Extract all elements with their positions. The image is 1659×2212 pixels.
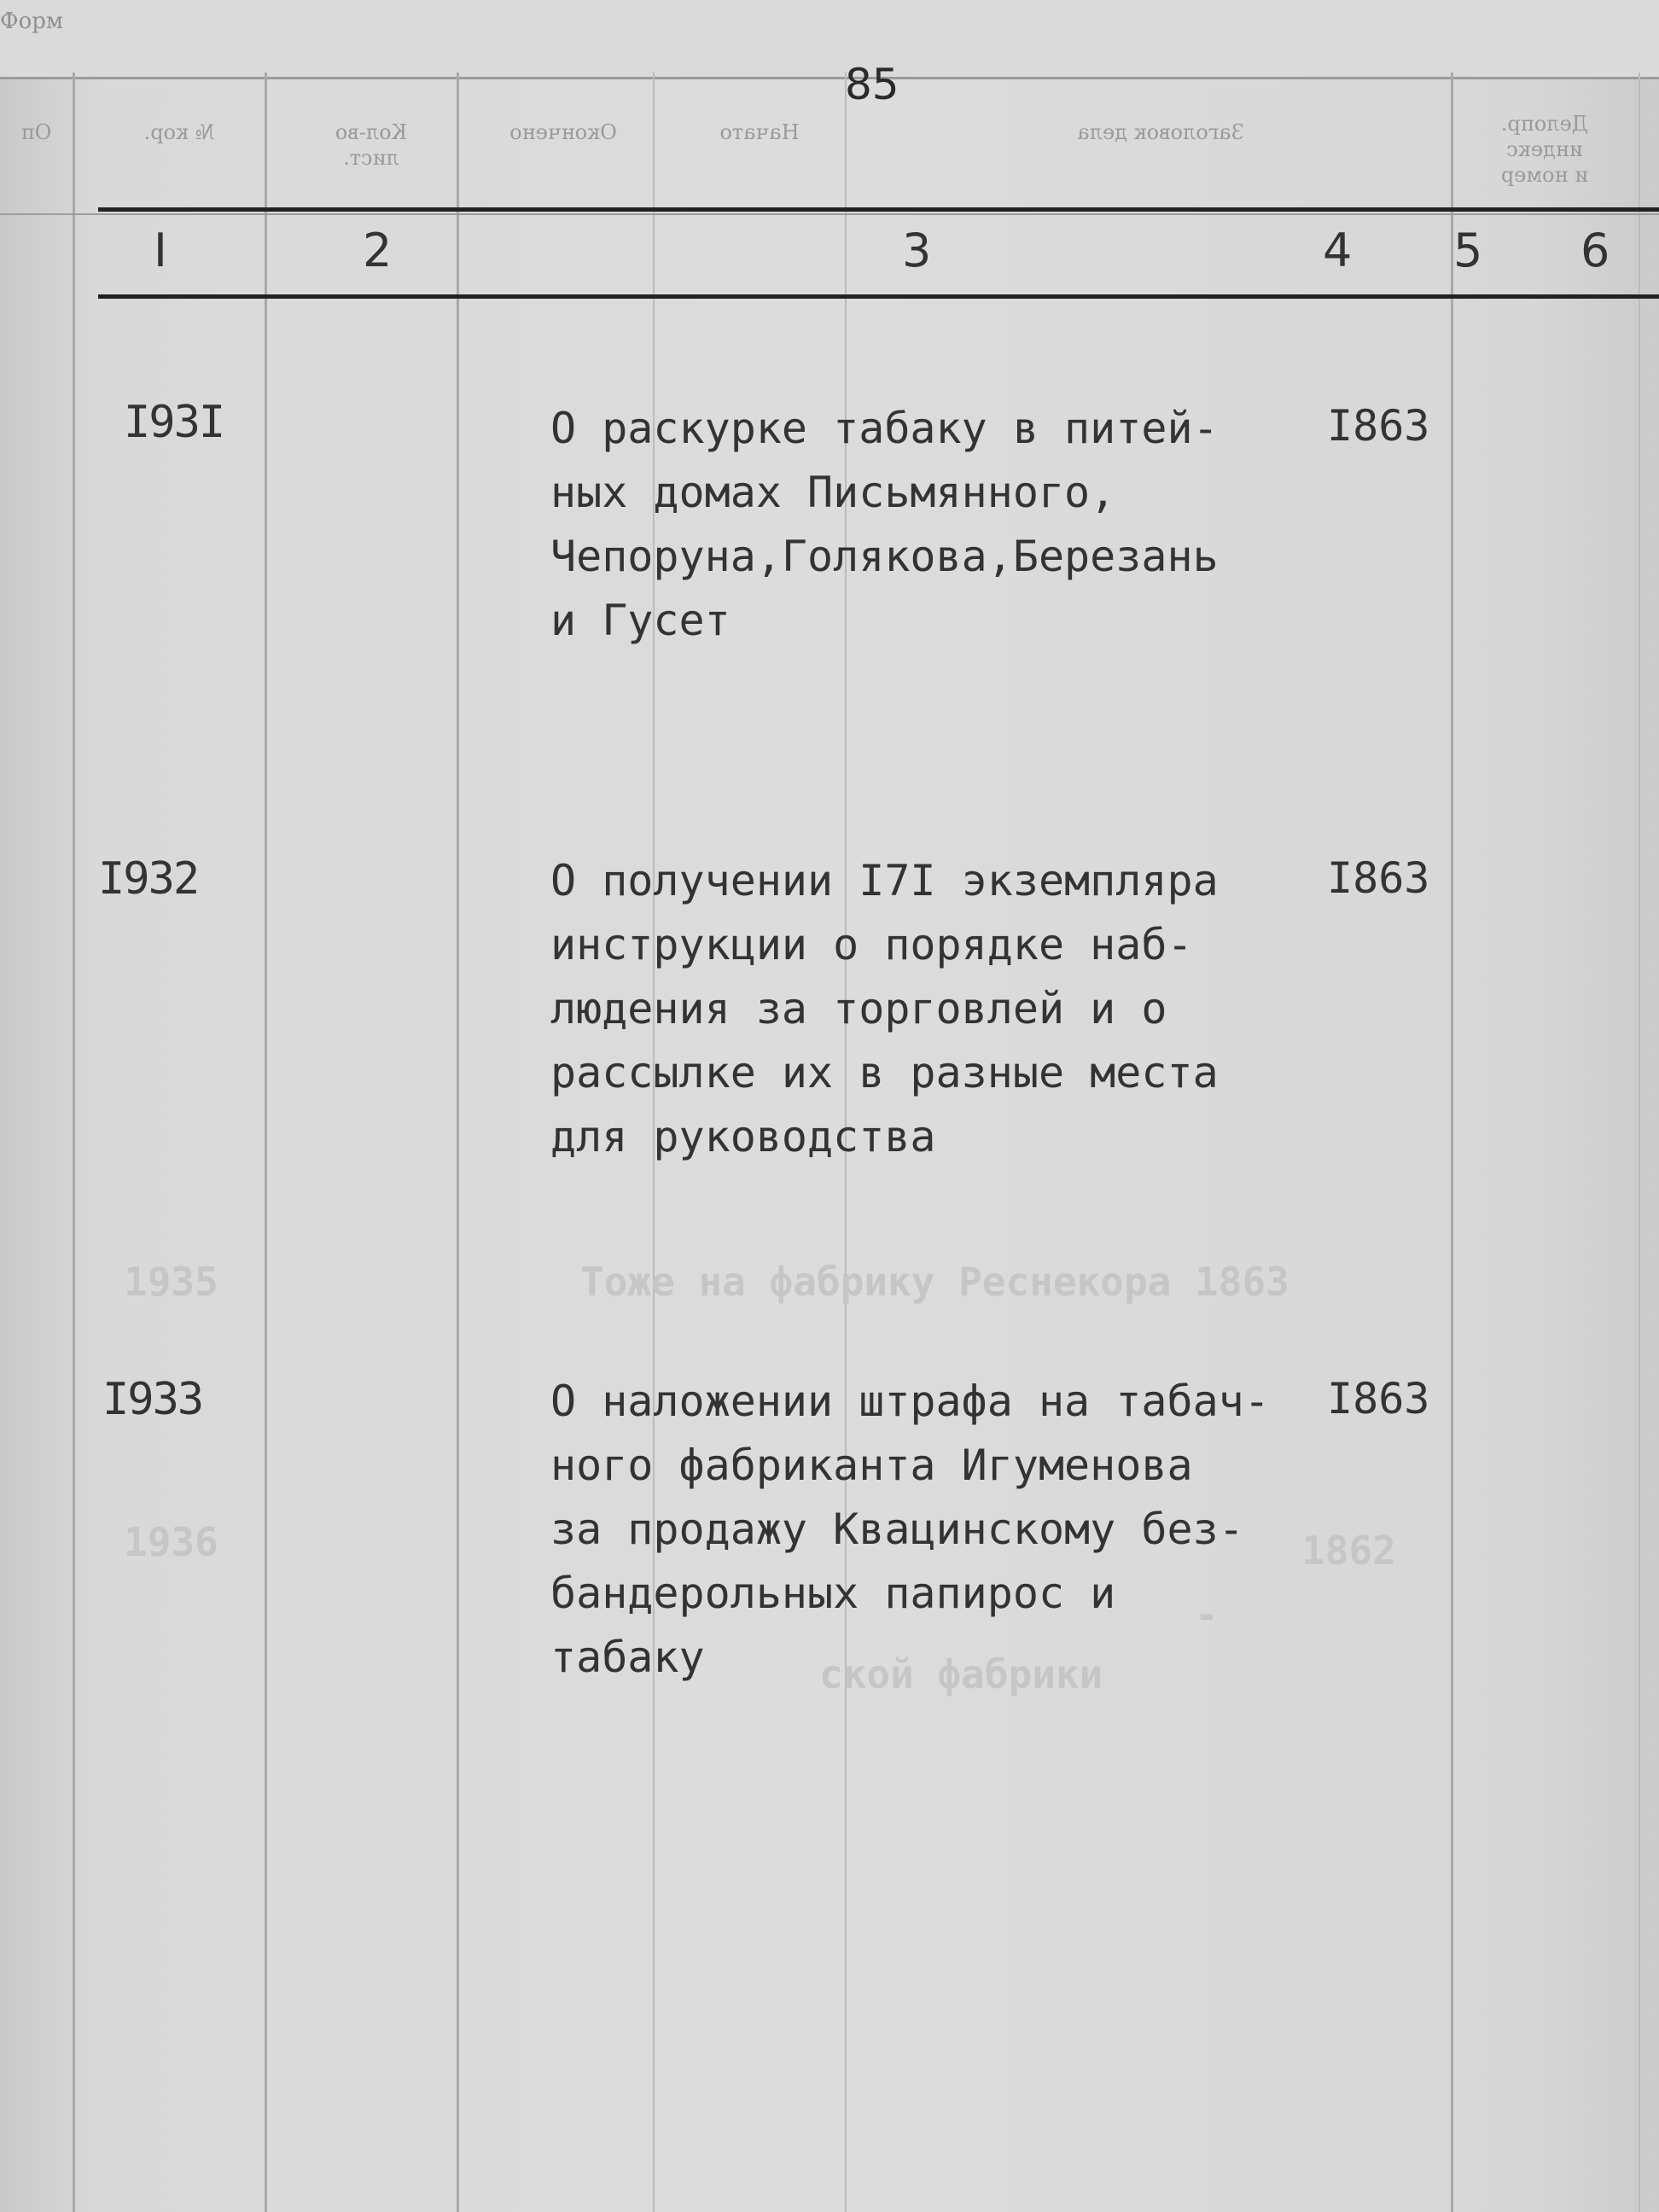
column-line bbox=[1639, 73, 1640, 2212]
column-line bbox=[1451, 73, 1453, 2212]
column-number: 3 bbox=[902, 224, 932, 277]
column-number: 4 bbox=[1323, 224, 1353, 277]
corner-note: Форм bbox=[0, 9, 64, 34]
ghost-text: Тоже на фабрику Реснекора 1863 bbox=[580, 1259, 1289, 1305]
record-year: I863 bbox=[1327, 1374, 1430, 1423]
column-title: Окончено bbox=[509, 120, 617, 144]
column-line bbox=[73, 73, 75, 2212]
column-number: 5 bbox=[1453, 224, 1483, 277]
column-title: Оп bbox=[20, 120, 52, 144]
header-divider bbox=[0, 213, 1659, 215]
column-line bbox=[265, 73, 267, 2212]
top-strip bbox=[0, 0, 1659, 79]
column-title: Кол-во лист. bbox=[335, 120, 408, 170]
record-year: I863 bbox=[1327, 401, 1430, 451]
header-rule-bottom bbox=[98, 294, 1659, 299]
record-number: I933 bbox=[102, 1374, 203, 1425]
ghost-text: ской фабрики bbox=[819, 1651, 1103, 1697]
page-number: 85 bbox=[845, 60, 899, 109]
header-rule-top bbox=[98, 207, 1659, 212]
column-title: Начато bbox=[719, 120, 800, 144]
ghost-text: 1862 bbox=[1301, 1528, 1396, 1574]
column-title: № кор. bbox=[143, 120, 215, 144]
ghost-text: 1936 bbox=[124, 1519, 218, 1565]
record-year: I863 bbox=[1327, 853, 1430, 903]
column-title: Делопр. индекс и номер bbox=[1500, 112, 1589, 187]
column-title: Заголовок дела bbox=[1077, 120, 1244, 144]
record-title: О получении I7I экземпляра инструкции о порядке наб- людения за торговлей и о рассылке их в разные места для руководства bbox=[550, 856, 1219, 1161]
column-number: 2 bbox=[363, 224, 393, 277]
record-title: О раскурке табаку в питей- ных домах Письмянного, Чепоруна,Голякова,Березань и Гусет bbox=[550, 404, 1219, 645]
record-number: I932 bbox=[98, 853, 199, 905]
record-title: О наложении штрафа на табач- ного фабриканта Игуменова за продажу Квацинскому без- бандерольных папирос и табаку bbox=[550, 1377, 1270, 1682]
column-number: 6 bbox=[1580, 224, 1610, 277]
ghost-text: - bbox=[1195, 1592, 1219, 1638]
ghost-text: 1935 bbox=[124, 1259, 218, 1305]
column-number: I bbox=[154, 224, 167, 277]
column-line bbox=[457, 73, 459, 2212]
record-number: I93I bbox=[124, 397, 224, 448]
